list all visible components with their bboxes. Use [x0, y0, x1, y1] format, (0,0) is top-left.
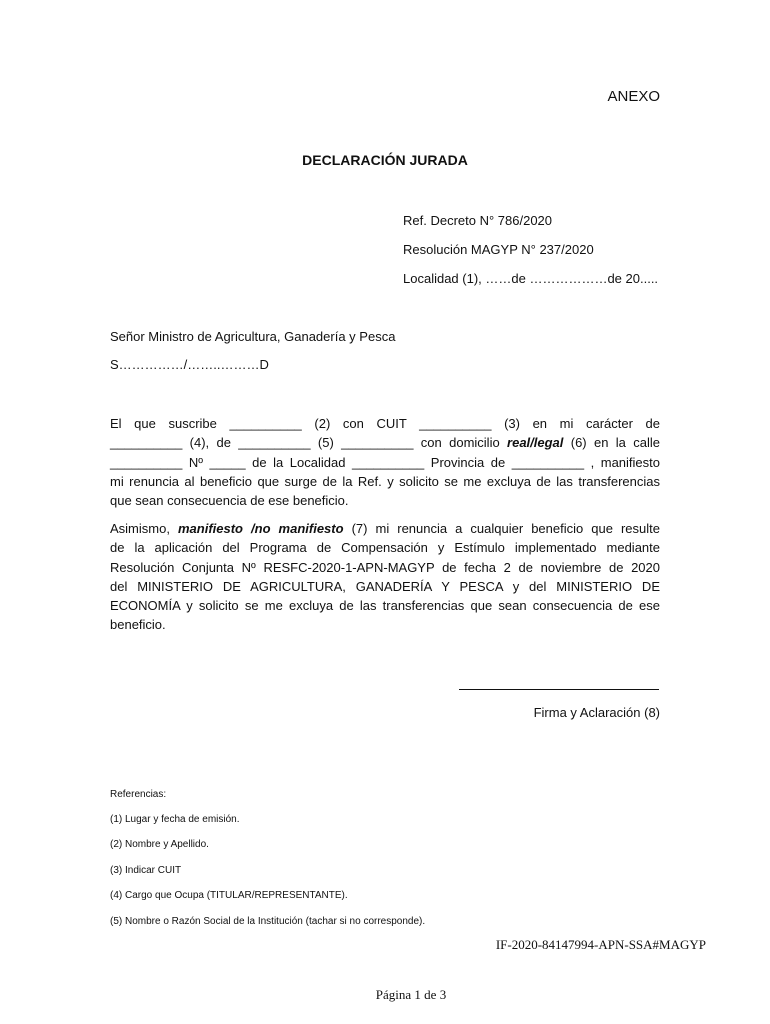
emphasis-real-legal: real/legal	[507, 435, 564, 451]
signature-caption: Firma y Aclaración (8)	[533, 705, 660, 720]
paragraph-line: El que suscribe __________ (2) con CUIT __________ (3) en mi carácter de	[110, 416, 660, 431]
reference-item: (2) Nombre y Apellido.	[110, 839, 209, 850]
paragraph-line: de la aplicación del Programa de Compensación y Estímulo implementado mediante	[110, 540, 660, 556]
page-number: Página 1 de 3	[375, 987, 447, 1002]
annex-label: ANEXO	[607, 88, 660, 105]
paragraph-line: que sean consecuencia de ese beneficio.	[110, 493, 349, 509]
reference-item: (3) Indicar CUIT	[110, 865, 182, 876]
addressee-line2: S……………/……..………D	[110, 357, 269, 372]
addressee-line1: Señor Ministro de Agricultura, Ganadería y Pesca	[110, 329, 396, 344]
document-id: IF-2020-84147994-APN-SSA#MAGYP	[495, 937, 706, 952]
reference-item: (5) Nombre o Razón Social de la Institución (tachar si no corresponde).	[110, 916, 426, 927]
reference-item: (4) Cargo que Ocupa (TITULAR/REPRESENTANTE).	[110, 890, 348, 901]
reference-item: (1) Lugar y fecha de emisión.	[110, 814, 240, 825]
text-run: __________ (4), de __________ (5) __________ con domicilio	[110, 435, 508, 451]
paragraph-line: beneficio.	[110, 617, 166, 633]
paragraph-line: ECONOMÍA y solicito se me excluya de las transferencias que sean consecuencia de ese	[110, 598, 660, 614]
paragraph-line	[110, 433, 660, 452]
ref-resolucion: Resolución MAGYP N° 237/2020	[403, 242, 594, 257]
text-run: (7) mi renuncia a cualquier beneficio que resulte	[343, 521, 660, 536]
paragraph-declaration	[110, 414, 660, 510]
paragraph-renuncia	[110, 519, 660, 635]
ref-localidad: Localidad (1), ……de ………………de 20.....	[403, 271, 659, 286]
signature-line	[459, 689, 659, 690]
paragraph-line: mi renuncia al beneficio que surge de la Ref. y solicito se me excluya de las transferencias	[110, 473, 660, 489]
paragraph-line: del MINISTERIO DE AGRICULTURA, GANADERÍA Y PESCA y del MINISTERIO DE	[110, 578, 660, 594]
paragraph-line: __________ Nº _____ de la Localidad __________ Provincia de __________ , manifiesto	[110, 454, 660, 470]
ref-decreto: Ref. Decreto N° 786/2020	[403, 213, 553, 228]
text-run: Asimismo,	[110, 521, 178, 536]
text-run: (6) en la calle	[563, 435, 660, 451]
paragraph-line: Resolución Conjunta Nº RESFC-2020-1-APN-MAGYP de fecha 2 de noviembre de 2020	[110, 559, 660, 575]
paragraph-line	[110, 519, 660, 538]
document-title: DECLARACIÓN JURADA	[302, 152, 468, 168]
references-heading: Referencias:	[110, 789, 167, 800]
emphasis-manifiesto: manifiesto /no manifiesto	[177, 521, 344, 536]
